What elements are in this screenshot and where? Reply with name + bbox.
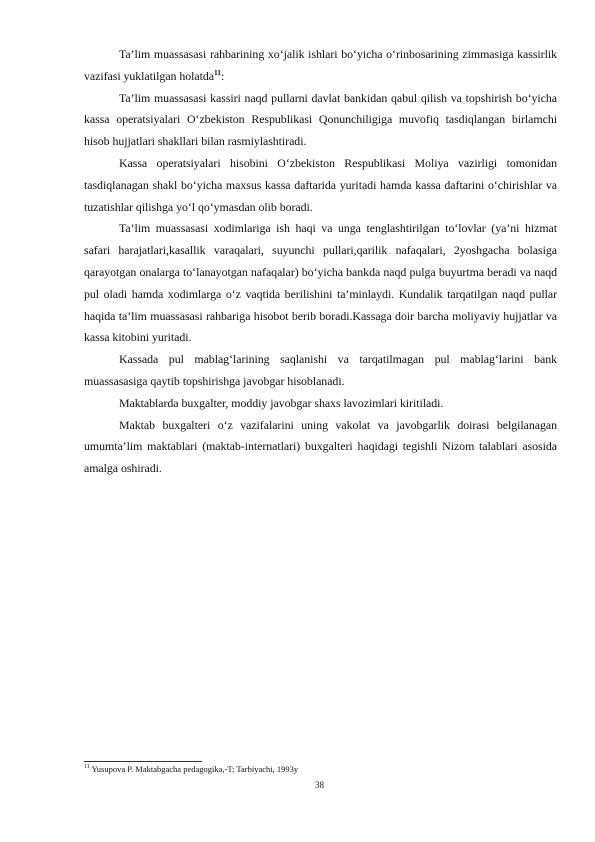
paragraph-5: Kassada pul mablag‘larining saqlanishi va tarqatilmagan pul mablag‘larini bank muassasasiga qaytib topshirishga javobgar hisoblanadi. [84,352,557,388]
paragraph-1-text: Ta’lim muassasasi rahbarining xo‘jalik ishlari bo‘yicha o‘rinbosarining zimmasiga kassirlik vazifasi yuklatilgan holatda [84,47,557,83]
footnote-reference[interactable]: 11 [214,67,222,77]
paragraph-4: Ta’lim muassasasi xodimlariga ish haqi va unga tenglashtirilgan to‘lovlar (ya’ni hizmat safari harajatlari,kasallik varaqalari, suyunchi pullari,qarilik nafaqalari, 2yoshgacha bolasiga qarayotgan onalarga to‘lanayotgan nafaqalar) bo‘yicha bankda naqd pulga buyurtma beradi va naqd pul oladi hamda xodimlarga o‘z vaqtida berilishini ta’minlaydi. Kundalik tarqatilgan naqd pullar haqida ta’lim muassasasi rahbariga hisobot berib boradi.Kassaga doir barcha moliyaviy hujjatlar va kassa kitobini yuritadi. [84,221,557,345]
footnote-number: 11 [84,764,90,771]
paragraph-1 [84,44,557,88]
paragraph-2: Ta’lim muassasasi kassiri naqd pullarni davlat bankidan qabul qilish va topshirish bo‘yicha kassa operatsiyalari O‘zbekiston Respublikasi Qonunchiligiga muvofiq tasdiqlangan birlamchi hisob hujjatlari shakllari bilan rasmiylashtiradi. [84,90,557,149]
footnote [84,764,298,774]
paragraph-3: Kassa operatsiyalari hisobini O‘zbekiston Respublikasi Moliya vazirligi tomonidan tasdiqlanagan shakl bo‘yicha maxsus kassa daftarida yuritadi hamda kassa daftarini o‘chirishlar va tuzatishlar qilishga yo‘l qo‘ymasdan olib boradi. [84,155,557,214]
paragraph-1-tail: : [221,68,225,83]
paragraph-7: Maktab buxgalteri o‘z vazifalarini uning vakolat va javobgarlik doirasi belgilanagan umumta’lim maktablari (maktab-internatlari) buxgalteri haqidagi tegishli Nizom talablari asosida amalga oshiradi. [84,417,557,476]
body-text [84,44,557,480]
page-number: 38 [315,780,324,790]
paragraph-6: Maktablarda buxgalter, moddiy javobgar shaxs lavozimlari kiritiladi. [119,395,444,410]
footnote-divider [84,761,202,762]
footnote-text: Yusupova P. Maktabgacha pedagogika,-T; Tarbiyachi, 1993y [91,764,299,774]
